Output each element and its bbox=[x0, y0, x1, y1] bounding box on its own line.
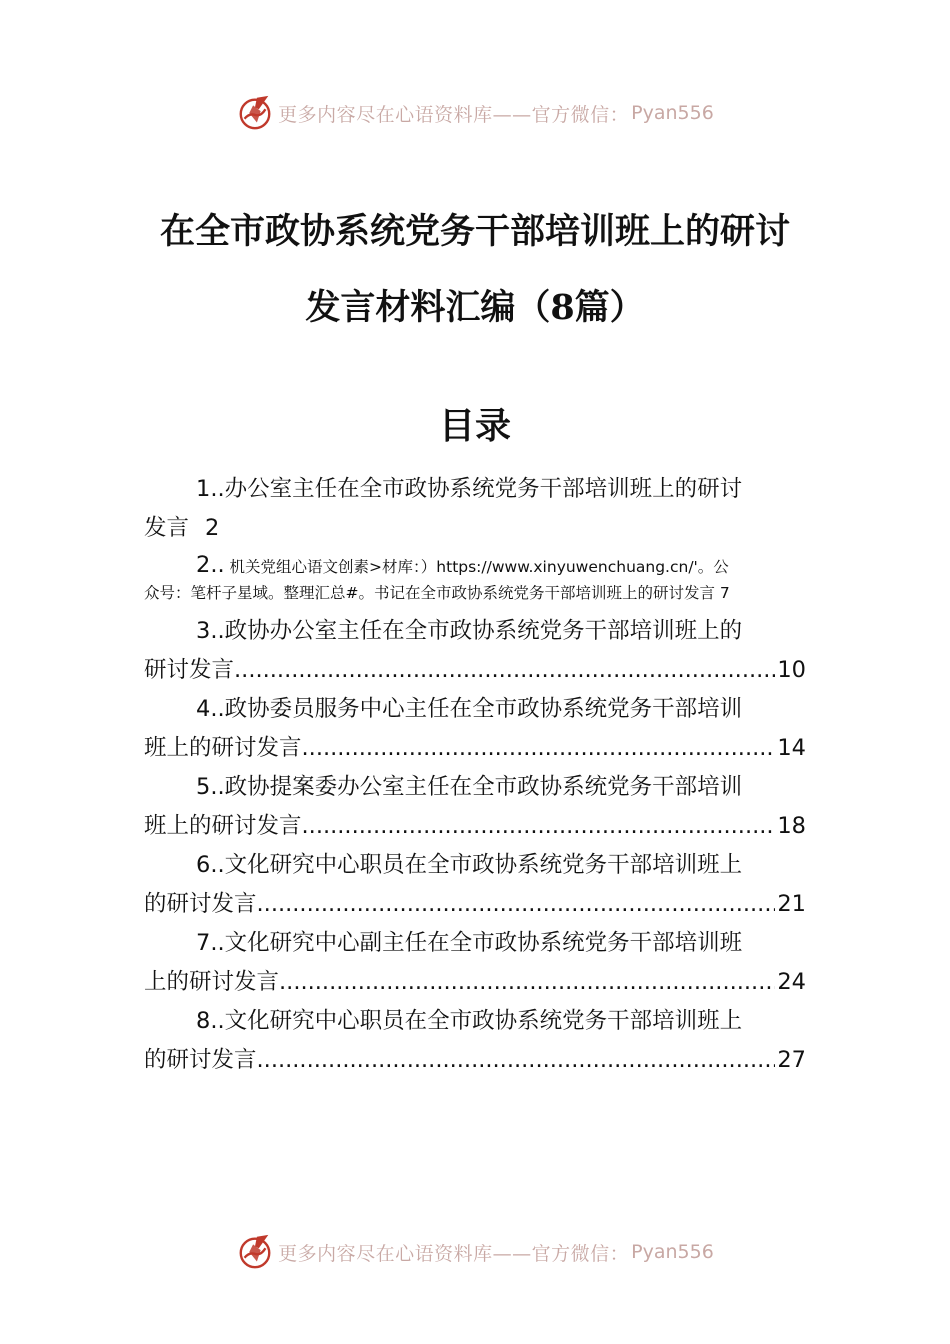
toc-entry-title: 1..办公室主任在全市政协系统党务干部培训班上的研讨 bbox=[196, 476, 743, 502]
document-title-line-2: 发言材料汇编（8篇） bbox=[305, 287, 645, 328]
toc-entry-title: 6..文化研究中心职员在全市政协系统党务干部培训班上 bbox=[196, 852, 743, 878]
toc-entry[interactable] bbox=[144, 768, 806, 846]
toc-entry-title: 机关党组心语文创素>材库：）https://www.xinyuwenchuang.cn/'。公 bbox=[224, 558, 729, 576]
toc-heading: 目录 bbox=[438, 405, 511, 447]
toc-entry-title: 5..政协提案委办公室主任在全市政协系统党务干部培训 bbox=[196, 774, 743, 800]
toc-entry-title: 8..文化研究中心职员在全市政协系统党务干部培训班上 bbox=[196, 1008, 743, 1034]
toc-entry-title-cont: 上的研讨发言 bbox=[144, 969, 280, 995]
pen-logo-icon bbox=[236, 94, 274, 132]
toc-entry-title-cont: 研讨发言 bbox=[144, 657, 235, 683]
toc-leader-dots bbox=[302, 729, 776, 768]
wechat-id: Pyan556 bbox=[631, 1241, 714, 1263]
toc-entry-page: 10 bbox=[777, 657, 806, 683]
toc-entry[interactable] bbox=[144, 690, 806, 768]
toc-entry-page: 24 bbox=[777, 969, 806, 995]
toc-leader-dots bbox=[257, 885, 776, 924]
toc-leader-dots bbox=[234, 651, 775, 690]
toc-entry-title-cont: 的研讨发言 bbox=[144, 891, 257, 917]
toc-entry[interactable] bbox=[144, 470, 806, 548]
toc-entry[interactable] bbox=[144, 612, 806, 690]
toc-leader-dots bbox=[257, 1041, 776, 1080]
toc-entry-page: 18 bbox=[777, 813, 806, 839]
toc-leader-dots bbox=[279, 963, 775, 1002]
toc-entry-page: 27 bbox=[777, 1047, 806, 1073]
toc-leader-dots bbox=[302, 807, 776, 846]
toc-entry-title: 3..政协办公室主任在全市政协系统党务干部培训班上的 bbox=[196, 618, 743, 644]
toc-entry[interactable] bbox=[144, 924, 806, 1002]
toc-entry-title-cont: 的研讨发言 bbox=[144, 1047, 257, 1073]
toc-entry[interactable] bbox=[144, 1002, 806, 1080]
toc-entry-number: 2.. bbox=[196, 552, 225, 578]
footer-banner bbox=[0, 1232, 950, 1272]
document-title-line-1: 在全市政协系统党务干部培训班上的研讨 bbox=[159, 211, 790, 252]
wechat-id: Pyan556 bbox=[631, 102, 714, 124]
toc-entry[interactable] bbox=[144, 548, 806, 612]
toc-entry-title-cont: 众号：笔杆子星域。整理汇总#。书记在全市政协系统党务干部培训班上的研讨发言 7 bbox=[144, 584, 730, 602]
pen-logo-icon bbox=[236, 1233, 274, 1271]
banner-text: 更多内容尽在心语资料库——官方微信： bbox=[278, 1242, 630, 1265]
toc-entry-title-cont: 班上的研讨发言 bbox=[144, 735, 302, 761]
toc-entry[interactable] bbox=[144, 846, 806, 924]
toc-entry-title: 4..政协委员服务中心主任在全市政协系统党务干部培训 bbox=[196, 696, 743, 722]
toc-entry-page: 14 bbox=[777, 735, 806, 761]
table-of-contents bbox=[144, 470, 806, 1080]
header-banner bbox=[0, 93, 950, 133]
toc-entry-title-cont: 班上的研讨发言 bbox=[144, 813, 302, 839]
toc-entry-page: 21 bbox=[777, 891, 806, 917]
toc-entry-page: 2 bbox=[205, 515, 220, 541]
toc-entry-title: 7..文化研究中心副主任在全市政协系统党务干部培训班 bbox=[196, 930, 743, 956]
toc-entry-title-cont: 发言 bbox=[144, 515, 190, 541]
banner-text: 更多内容尽在心语资料库——官方微信： bbox=[278, 103, 630, 126]
